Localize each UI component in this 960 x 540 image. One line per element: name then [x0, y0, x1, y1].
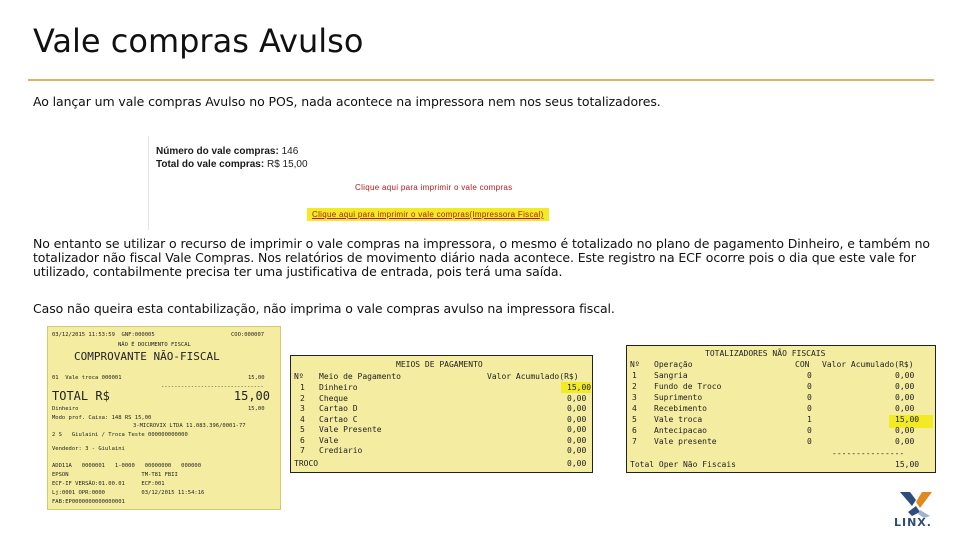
totals-row-value: 0,00: [895, 404, 915, 413]
payments-row-number: 1: [300, 383, 305, 392]
voucher-total-value: R$ 15,00: [266, 159, 308, 170]
payments-row-value: 0,00: [567, 393, 587, 403]
payments-row-method: Cheque: [319, 393, 348, 403]
totals-row-number: 6: [632, 426, 637, 435]
totals-footer-value: 15,00: [895, 460, 920, 469]
receipt-cash-label: Dinheiro: [52, 406, 79, 412]
totals-row-con: 1: [807, 415, 812, 424]
totals-caption: TOTALIZADORES NÃO FISCAIS: [705, 349, 826, 358]
receipt-line-f: ECF-IF VERSÃO:01.00.01 ECF:001: [52, 481, 165, 487]
receipt-line-c: 2 S Giulaini / Troca Teste 000000000000: [52, 432, 188, 438]
totals-row-value: 0,00: [895, 426, 915, 435]
payments-row-method: Crediario: [319, 446, 363, 455]
totals-row-operation: Recebimento: [654, 404, 707, 413]
payments-row-value: 0,00: [567, 446, 587, 455]
receipt-total-value: 15,00: [233, 389, 270, 403]
receipt-line-a: Modo prof. Caixa: 148 RS 15,00: [52, 415, 152, 421]
totals-row-con: 0: [807, 371, 812, 380]
totals-row-operation: Antecipacao: [654, 426, 707, 435]
totals-row-number: 5: [632, 415, 637, 424]
payments-row-number: 7: [300, 446, 305, 455]
voucher-number-label: Número do vale compras:: [156, 146, 279, 157]
totals-row-value: 0,00: [895, 371, 915, 380]
totals-col-con: CON: [795, 360, 810, 369]
totals-row-operation: Fundo de Troco: [654, 382, 722, 391]
totals-col-no: Nº: [630, 360, 640, 369]
payments-caption: MEIOS DE PAGAMENTO: [396, 360, 483, 369]
receipt-line-h: FAB:EP0000000000000001: [52, 499, 125, 505]
totals-row-number: 1: [632, 371, 637, 380]
recommendation-paragraph: Caso não queira esta contabilização, não imprima o vale compras avulso na impressora fiscal.: [33, 301, 615, 316]
voucher-total-row: [156, 159, 308, 170]
totals-row-operation: Suprimento: [654, 393, 703, 402]
receipt-heading: COMPROVANTE NÃO-FISCAL: [74, 350, 220, 363]
payments-col-value: Valor Acumulado(R$): [487, 372, 579, 381]
non-fiscal-totals-table: [626, 345, 936, 473]
payments-row-method: Dinheiro: [319, 383, 358, 392]
payments-row-method: Cartao C: [319, 414, 358, 424]
receipt-item-value: 15,00: [248, 375, 265, 381]
print-voucher-link[interactable]: Clique aqui para imprimir o vale compras: [355, 183, 513, 192]
payments-footer-label: TROCO: [294, 459, 319, 468]
payments-row-number: 3: [300, 404, 305, 413]
payments-row-method: Vale Presente: [319, 425, 382, 434]
receipt-total-label: TOTAL R$: [52, 389, 110, 403]
payments-row-value: 0,00: [567, 404, 587, 413]
receipt-line-coo: COO:000007: [231, 332, 265, 338]
title-divider: [28, 79, 934, 81]
receipt-item: 01 Vale troca 000001: [52, 375, 122, 381]
payments-col-method: Meio de Pagamento: [319, 372, 401, 381]
totals-col-op: Operação: [654, 360, 693, 369]
totals-row-con: 0: [807, 426, 812, 435]
totals-row-con: 0: [807, 382, 812, 391]
payments-row-method: Cartao D: [319, 404, 358, 413]
voucher-total-label: Total do vale compras:: [156, 159, 265, 170]
receipt-line-g: Lj:0001 OPR:0000 03/12/2015 11:54:16: [52, 490, 205, 496]
totals-row-number: 3: [632, 393, 637, 402]
totals-row-con: 0: [807, 393, 812, 402]
payments-row-number: 4: [300, 414, 305, 424]
payments-col-no: Nº: [294, 372, 304, 381]
totals-row-con: 0: [807, 404, 812, 413]
print-voucher-fiscal-link[interactable]: Clique aqui para imprimir o vale compras(Impressora Fiscal): [307, 208, 549, 221]
payments-row-value: 0,00: [567, 414, 587, 424]
totals-row-operation: Vale presente: [654, 437, 717, 446]
payments-row-number: 2: [300, 393, 305, 403]
intro-paragraph: Ao lançar um vale compras Avulso no POS, nada acontece na impressora nem nos seus totalizadores.: [33, 94, 661, 109]
explanation-paragraph: No entanto se utilizar o recurso de imprimir o vale compras na impressora, o mesmo é totalizado no plano de pagamento Dinheiro, e também no totalizador não fiscal Vale Compras. Nos relatórios de movimento diário nada acontece. Este registro na ECF ocorre pois o dia que este vale for utilizado, contabilmente precisa ter uma justificativa de entrada, pois terá uma saída.: [33, 236, 930, 279]
totals-footer-label: Total Oper Não Fiscais: [630, 460, 736, 469]
receipt-line-e: EPSON TM-T81 FBII: [52, 472, 178, 478]
receipt-line-b: 3-MICROVIX LTDA 11.083.396/0001-77: [133, 423, 246, 429]
voucher-number-value: 146: [281, 146, 299, 157]
payments-row-value: 0,00: [567, 425, 587, 434]
totals-row-number: 2: [632, 382, 637, 391]
receipt-cash-value: 15,00: [248, 406, 265, 412]
payments-row-number: 5: [300, 425, 305, 434]
totals-row-operation: Vale troca: [654, 415, 703, 424]
totals-col-value: Valor Acumulado(R$): [822, 360, 914, 369]
totals-row-value: 0,00: [895, 382, 915, 391]
payments-row-value: 0,00: [567, 435, 587, 445]
receipt-line-d: ADD11A 0000001 1-0000 00000000 000000: [52, 463, 202, 469]
totals-row-value: 15,00: [895, 415, 920, 424]
slide-title: Vale compras Avulso: [33, 22, 364, 60]
non-fiscal-receipt: [47, 326, 281, 510]
totals-row-value: 0,00: [895, 393, 915, 402]
totals-row-operation: Sangria: [654, 371, 688, 380]
receipt-line-not-fiscal: NÃO É DOCUMENTO FISCAL: [118, 342, 191, 348]
totals-row-con: 0: [807, 437, 812, 446]
voucher-number-row: [156, 146, 298, 157]
payments-footer-value: 0,00: [567, 459, 587, 468]
totals-row-number: 7: [632, 437, 637, 446]
receipt-vendor: Vendedor: 3 - Giulaini: [52, 446, 125, 452]
payments-row-number: 6: [300, 435, 305, 445]
payments-table: [290, 355, 593, 473]
payments-row-value: 15,00: [567, 383, 592, 392]
totals-separator: ---------------: [832, 449, 905, 458]
linx-logo-text: LINX.: [894, 516, 932, 529]
voucher-form-screenshot: [148, 136, 608, 230]
payments-row-method: Vale: [319, 435, 339, 445]
totals-row-number: 4: [632, 404, 637, 413]
totals-row-value: 0,00: [895, 437, 915, 446]
receipt-line-header: 03/12/2015 11:53:59 GNF:000005: [52, 332, 155, 338]
receipt-separator: -------------------------------: [161, 384, 264, 390]
